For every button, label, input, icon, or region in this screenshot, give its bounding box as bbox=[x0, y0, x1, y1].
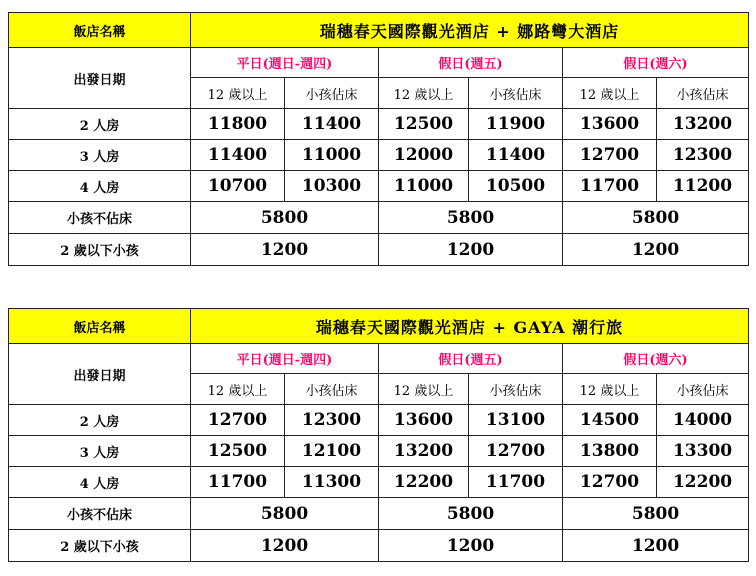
extra-row bbox=[9, 234, 749, 266]
price-cell: 5800 bbox=[379, 202, 563, 234]
price-cell: 12300 bbox=[657, 140, 749, 171]
period-saturday: 假日(週六) bbox=[563, 344, 749, 374]
price-cell: 12500 bbox=[379, 109, 469, 140]
price-cell: 13300 bbox=[657, 436, 749, 467]
price-cell: 11700 bbox=[191, 467, 285, 498]
sub-header: 小孩佔床 bbox=[285, 78, 379, 109]
sub-header: 12 歲以上 bbox=[379, 78, 469, 109]
price-cell: 5800 bbox=[563, 202, 749, 234]
price-cell: 13800 bbox=[563, 436, 657, 467]
price-cell: 10300 bbox=[285, 171, 379, 202]
price-cell: 12200 bbox=[657, 467, 749, 498]
departure-date-label: 出發日期 bbox=[9, 48, 191, 109]
price-cell: 5800 bbox=[191, 202, 379, 234]
period-weekday: 平日(週日-週四) bbox=[191, 48, 379, 78]
sub-header: 12 歲以上 bbox=[191, 78, 285, 109]
room-row bbox=[9, 405, 749, 436]
extra-label: 2 歲以下小孩 bbox=[9, 234, 191, 266]
price-cell: 13100 bbox=[469, 405, 563, 436]
extra-label: 小孩不佔床 bbox=[9, 202, 191, 234]
price-cell: 13200 bbox=[379, 436, 469, 467]
sub-header: 小孩佔床 bbox=[657, 78, 749, 109]
price-cell: 11400 bbox=[191, 140, 285, 171]
price-cell: 1200 bbox=[563, 530, 749, 562]
period-saturday: 假日(週六) bbox=[563, 48, 749, 78]
price-cell: 11000 bbox=[285, 140, 379, 171]
price-cell: 11700 bbox=[563, 171, 657, 202]
price-cell: 1200 bbox=[191, 530, 379, 562]
room-row bbox=[9, 140, 749, 171]
price-cell: 12100 bbox=[285, 436, 379, 467]
sub-header: 小孩佔床 bbox=[285, 374, 379, 405]
price-cell: 5800 bbox=[563, 498, 749, 530]
sub-header: 小孩佔床 bbox=[469, 374, 563, 405]
period-friday: 假日(週五) bbox=[379, 344, 563, 374]
sub-header: 小孩佔床 bbox=[657, 374, 749, 405]
price-cell: 10700 bbox=[191, 171, 285, 202]
price-cell: 11000 bbox=[379, 171, 469, 202]
extra-label: 小孩不佔床 bbox=[9, 498, 191, 530]
price-cell: 11400 bbox=[469, 140, 563, 171]
hotel-name: 瑞穗春天國際觀光酒店 + GAYA 潮行旅 bbox=[191, 309, 749, 344]
sub-header: 12 歲以上 bbox=[563, 78, 657, 109]
room-row bbox=[9, 109, 749, 140]
price-cell: 1200 bbox=[191, 234, 379, 266]
departure-date-label: 出發日期 bbox=[9, 344, 191, 405]
price-cell: 12300 bbox=[285, 405, 379, 436]
room-label: 4 人房 bbox=[9, 467, 191, 498]
extra-row bbox=[9, 202, 749, 234]
price-cell: 11800 bbox=[191, 109, 285, 140]
room-row bbox=[9, 436, 749, 467]
price-cell: 1200 bbox=[563, 234, 749, 266]
room-label: 3 人房 bbox=[9, 140, 191, 171]
room-row bbox=[9, 467, 749, 498]
price-cell: 11700 bbox=[469, 467, 563, 498]
price-cell: 10500 bbox=[469, 171, 563, 202]
price-cell: 14500 bbox=[563, 405, 657, 436]
extra-row bbox=[9, 530, 749, 562]
extra-label: 2 歲以下小孩 bbox=[9, 530, 191, 562]
price-cell: 12500 bbox=[191, 436, 285, 467]
price-cell: 5800 bbox=[379, 498, 563, 530]
price-cell: 12700 bbox=[563, 140, 657, 171]
price-table-2 bbox=[8, 308, 749, 562]
price-cell: 13600 bbox=[563, 109, 657, 140]
price-cell: 12700 bbox=[469, 436, 563, 467]
sub-header: 12 歲以上 bbox=[379, 374, 469, 405]
price-cell: 11400 bbox=[285, 109, 379, 140]
sub-header: 12 歲以上 bbox=[563, 374, 657, 405]
hotel-name-label: 飯店名稱 bbox=[9, 309, 191, 344]
period-weekday: 平日(週日-週四) bbox=[191, 344, 379, 374]
room-label: 4 人房 bbox=[9, 171, 191, 202]
price-cell: 5800 bbox=[191, 498, 379, 530]
sub-header: 小孩佔床 bbox=[469, 78, 563, 109]
price-cell: 12700 bbox=[563, 467, 657, 498]
extra-row bbox=[9, 498, 749, 530]
room-label: 2 人房 bbox=[9, 405, 191, 436]
price-cell: 13600 bbox=[379, 405, 469, 436]
price-cell: 11300 bbox=[285, 467, 379, 498]
room-row bbox=[9, 171, 749, 202]
price-cell: 13200 bbox=[657, 109, 749, 140]
sub-header: 12 歲以上 bbox=[191, 374, 285, 405]
room-label: 3 人房 bbox=[9, 436, 191, 467]
price-table-1 bbox=[8, 12, 749, 266]
price-cell: 11200 bbox=[657, 171, 749, 202]
hotel-name: 瑞穗春天國際觀光酒店 + 娜路彎大酒店 bbox=[191, 13, 749, 48]
price-cell: 12700 bbox=[191, 405, 285, 436]
price-cell: 1200 bbox=[379, 530, 563, 562]
price-cell: 12000 bbox=[379, 140, 469, 171]
price-cell: 14000 bbox=[657, 405, 749, 436]
price-cell: 12200 bbox=[379, 467, 469, 498]
room-label: 2 人房 bbox=[9, 109, 191, 140]
price-cell: 11900 bbox=[469, 109, 563, 140]
price-cell: 1200 bbox=[379, 234, 563, 266]
hotel-name-label: 飯店名稱 bbox=[9, 13, 191, 48]
period-friday: 假日(週五) bbox=[379, 48, 563, 78]
